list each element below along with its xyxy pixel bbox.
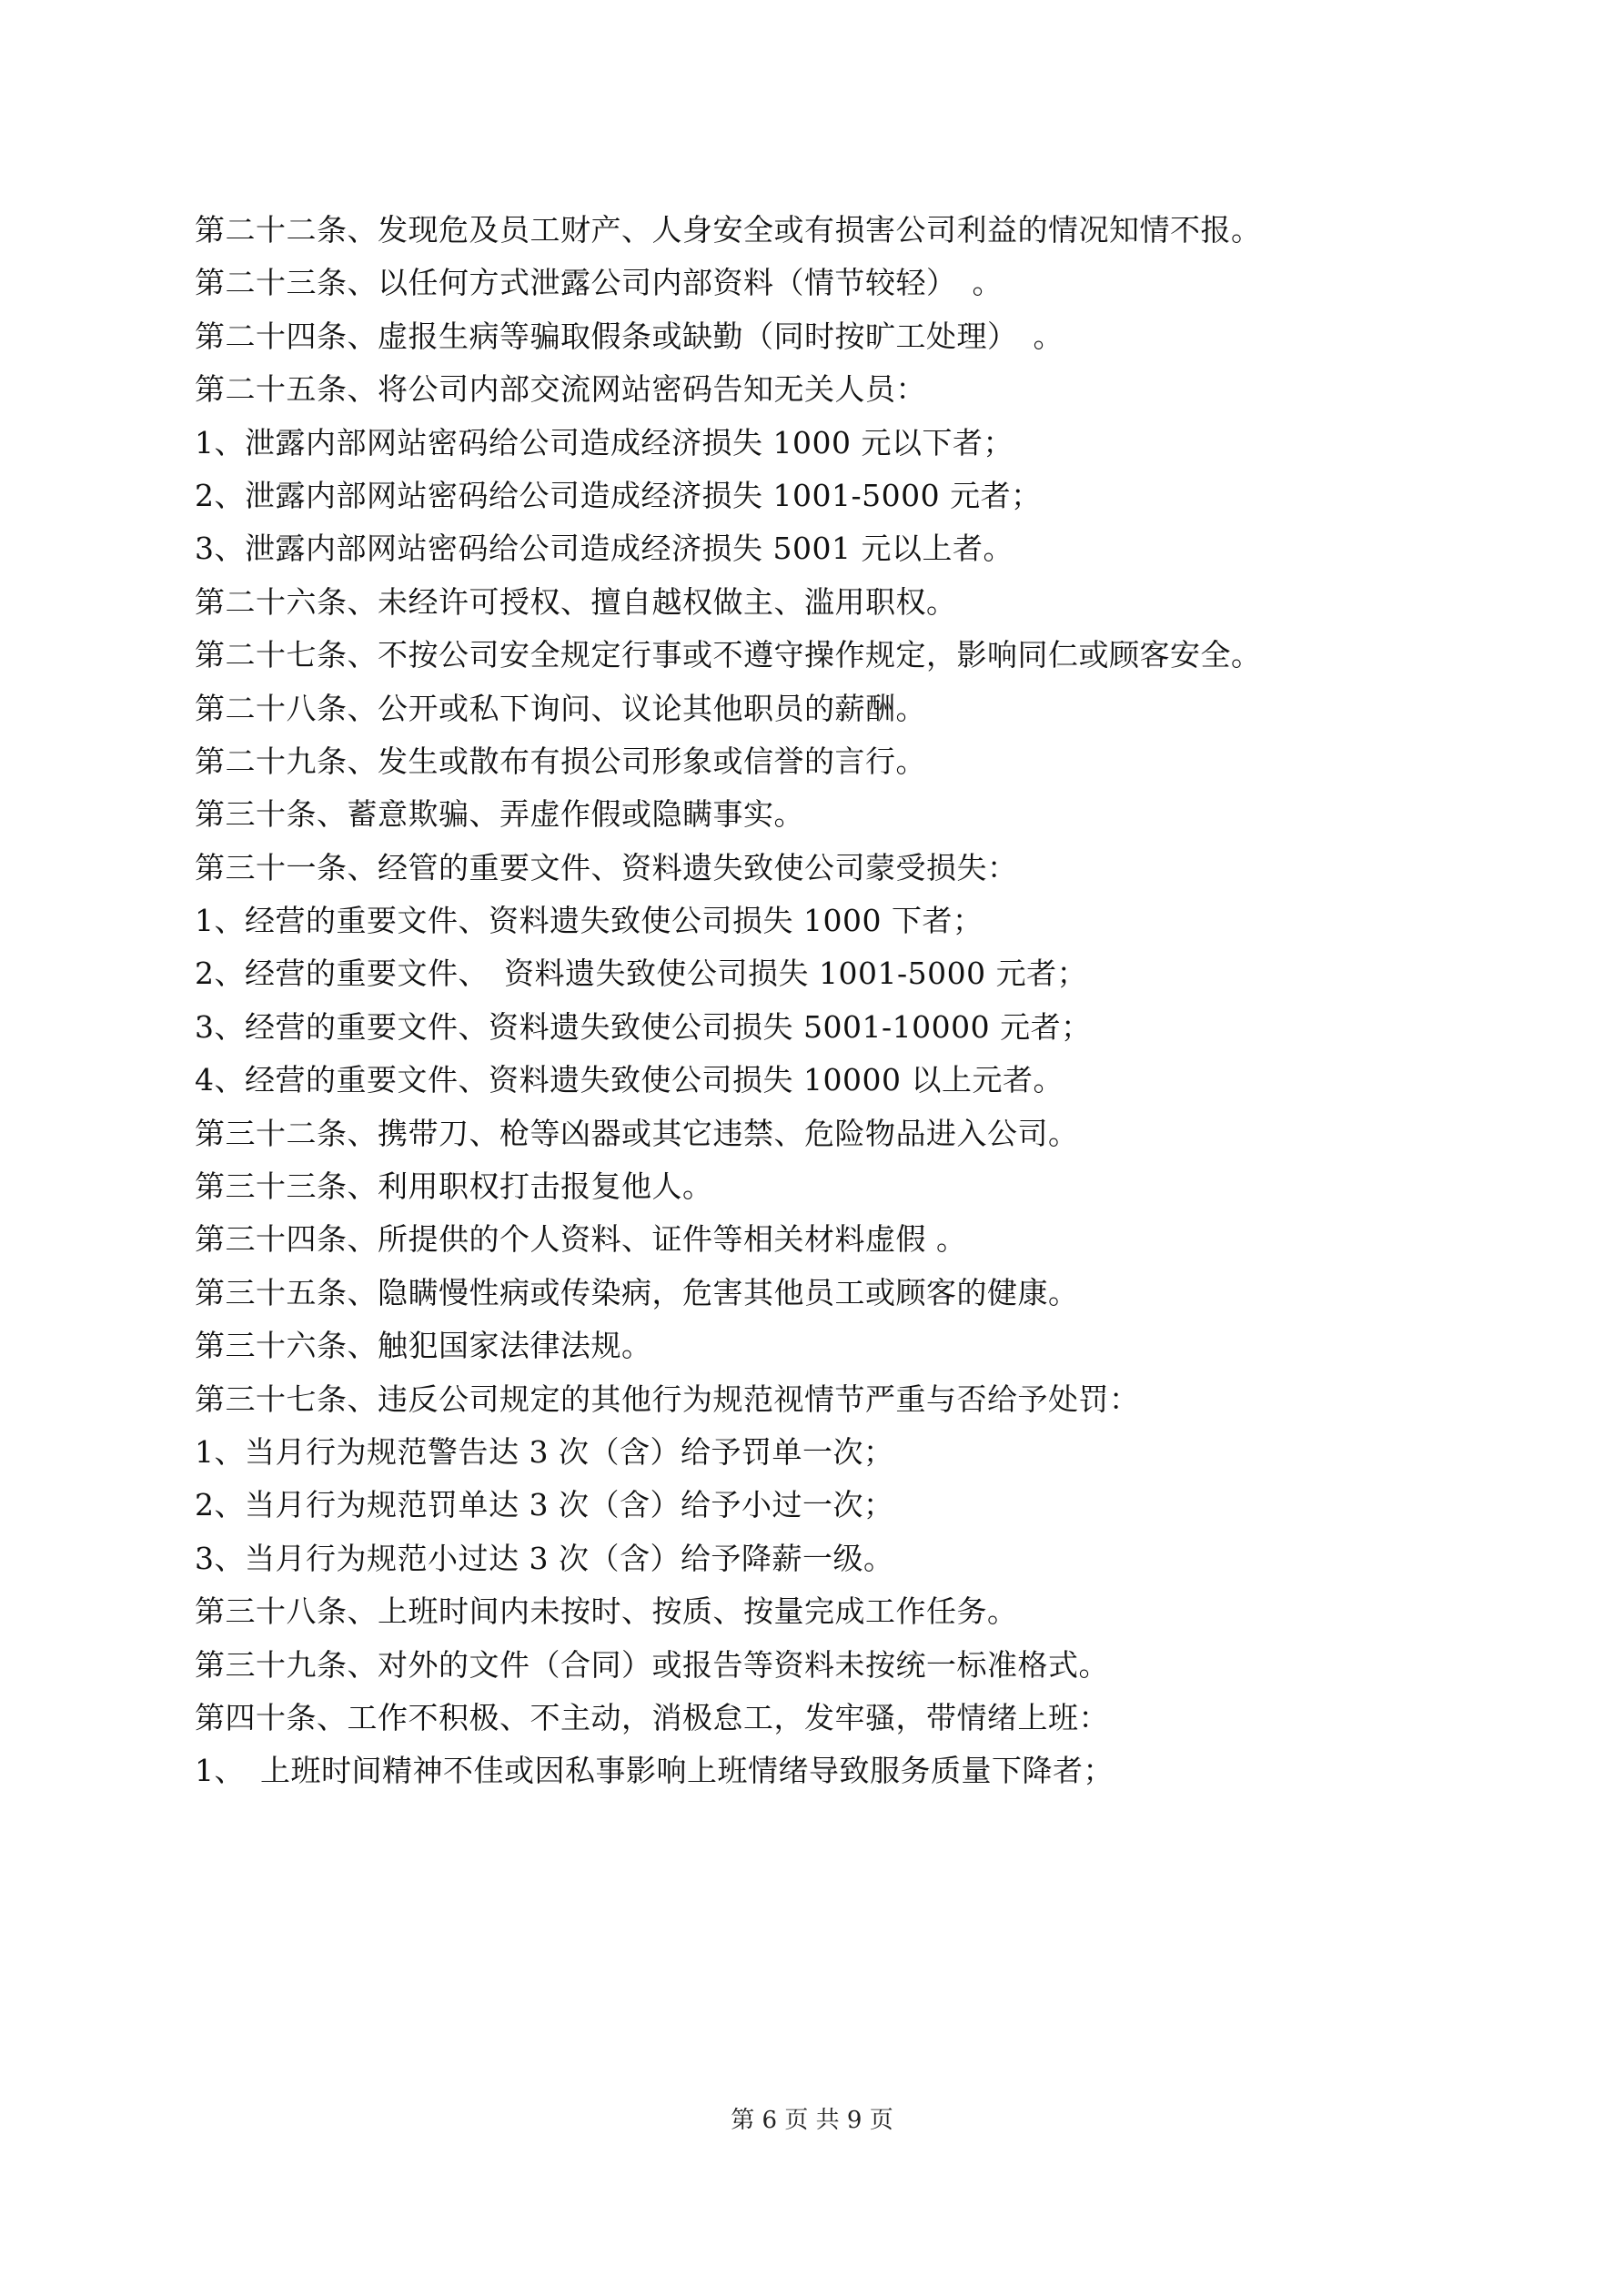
article-40-item-1: 1、 上班时间精神不佳或因私事影响上班情绪导致服务质量下降者； <box>195 1753 1114 1789</box>
article-27: 第二十七条、不按公司安全规定行事或不遵守操作规定，影响同仁或顾客安全。 <box>195 637 1262 673</box>
article-28: 第二十八条、公开或私下询问、议论其他职员的薪酬。 <box>195 690 926 726</box>
article-37: 第三十七条、违反公司规定的其他行为规范视情节严重与否给予处罚： <box>195 1381 1140 1417</box>
article-39: 第三十九条、对外的文件（合同）或报告等资料未按统一标准格式。 <box>195 1646 1109 1683</box>
article-33: 第三十三条、利用职权打击报复他人。 <box>195 1168 713 1205</box>
article-22: 第二十二条、发现危及员工财产、人身安全或有损害公司利益的情况知情不报。 <box>195 212 1262 248</box>
article-31-item-2: 2、经营的重要文件、 资料遗失致使公司损失 1001-5000 元者； <box>195 956 1088 992</box>
article-37-item-3: 3、当月行为规范小过达 3 次（含）给予降薪一级。 <box>195 1540 894 1576</box>
article-25-item-2: 2、泄露内部网站密码给公司造成经济损失 1001-5000 元者； <box>195 477 1042 513</box>
article-34: 第三十四条、所提供的个人资料、证件等相关材料虚假 。 <box>195 1221 967 1258</box>
article-26: 第二十六条、未经许可授权、擅自越权做主、滥用职权。 <box>195 583 957 620</box>
article-25-item-1: 1、泄露内部网站密码给公司造成经济损失 1000 元以下者； <box>195 424 1014 460</box>
article-36: 第三十六条、触犯国家法律法规。 <box>195 1328 652 1364</box>
article-32: 第三十二条、携带刀、枪等凶器或其它违禁、危险物品进入公司。 <box>195 1115 1079 1151</box>
page-footer: 第 6 页 共 9 页 <box>731 2107 893 2134</box>
article-37-item-2: 2、当月行为规范罚单达 3 次（含）给予小过一次； <box>195 1487 894 1523</box>
article-30: 第三十条、蓄意欺骗、弄虚作假或隐瞒事实。 <box>195 796 804 833</box>
article-31-item-4: 4、经营的重要文件、资料遗失致使公司损失 10000 以上元者。 <box>195 1062 1064 1098</box>
article-25-item-3: 3、泄露内部网站密码给公司造成经济损失 5001 元以上者。 <box>195 531 1014 567</box>
article-24: 第二十四条、虚报生病等骗取假条或缺勤（同时按旷工处理） 。 <box>195 318 1064 354</box>
article-31: 第三十一条、经管的重要文件、资料遗失致使公司蒙受损失： <box>195 849 1018 885</box>
article-38: 第三十八条、上班时间内未按时、按质、按量完成工作任务。 <box>195 1593 1018 1630</box>
article-25: 第二十五条、将公司内部交流网站密码告知无关人员： <box>195 371 926 408</box>
document-body <box>195 204 1450 1798</box>
article-35: 第三十五条、隐瞒慢性病或传染病，危害其他员工或顾客的健康。 <box>195 1274 1079 1310</box>
article-29: 第二十九条、发生或散布有损公司形象或信誉的言行。 <box>195 743 926 779</box>
article-37-item-1: 1、当月行为规范警告达 3 次（含）给予罚单一次； <box>195 1433 894 1470</box>
article-40: 第四十条、工作不积极、不主动，消极怠工，发牢骚，带情绪上班： <box>195 1699 1109 1735</box>
article-31-item-3: 3、经营的重要文件、资料遗失致使公司损失 5001-10000 元者； <box>195 1008 1092 1045</box>
article-23: 第二十三条、以任何方式泄露公司内部资料（情节较轻） 。 <box>195 265 1003 301</box>
article-31-item-1: 1、经营的重要文件、资料遗失致使公司损失 1000 下者； <box>195 903 983 939</box>
